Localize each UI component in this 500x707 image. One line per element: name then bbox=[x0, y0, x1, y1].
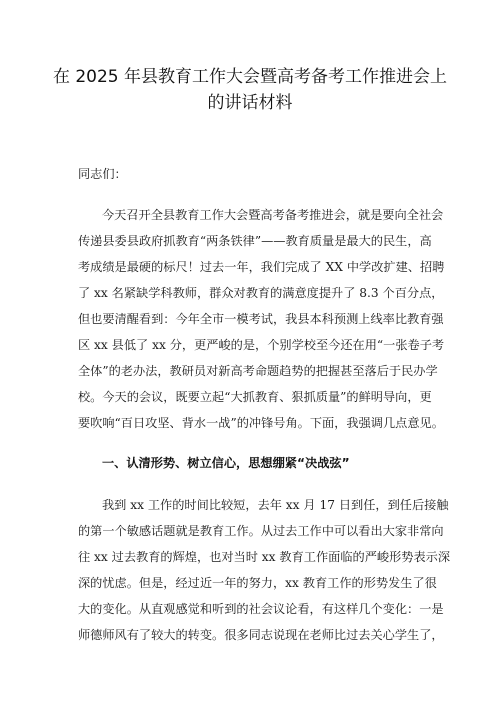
paragraph-line: 深的忧虑。但是，经过近一年的努力，xx 教育工作的形势发生了很 bbox=[78, 576, 437, 590]
paragraph-line: 全体”的老办法，教研员对新高考命题趋势的把握甚至落后于民办学 bbox=[78, 364, 438, 378]
paragraph-line: 校。今天的会议，既要立起“大抓教育、狠抓质量”的鲜明导向，更 bbox=[78, 390, 432, 404]
salutation: 同志们： bbox=[78, 167, 127, 181]
paragraph-line: 了 xx 名紧缺学科教师，群众对教育的满意度提升了 8.3 个百分点， bbox=[78, 286, 444, 300]
paragraph-line: 我到 xx 工作的时间比较短，去年 xx 月 17 日到任，到任后接触 bbox=[102, 498, 449, 512]
document-title-line-1: 在 2025 年县教育工作大会暨高考备考工作推进会上 bbox=[52, 67, 448, 87]
paragraph-line: 今天召开全县教育工作大会暨高考备考推进会，就是要向全社会 bbox=[102, 208, 444, 222]
paragraph-line: 区 xx 县低了 xx 分，更严峻的是，个别学校至今还在用“一张卷子考 bbox=[78, 338, 445, 352]
paragraph-line: 要吹响“百日攻坚、背水一战”的冲锋号角。下面，我强调几点意见。 bbox=[78, 416, 444, 430]
document-title-line-2: 的讲话材料 bbox=[207, 93, 293, 113]
section-heading-1: 一、认清形势、树立信心，思想绷紧“决战弦” bbox=[102, 456, 350, 470]
paragraph-line: 的第一个敏感话题就是教育工作。从过去工作中可以看出大家非常向 bbox=[78, 524, 444, 538]
paragraph-line: 考成绩是最硬的标尺！过去一年，我们完成了 XX 中学改扩建、招聘 bbox=[78, 260, 445, 274]
paragraph-line: 传递县委县政府抓教育“两条铁律”——教育质量是最大的民生，高 bbox=[78, 234, 432, 248]
paragraph-line: 往 xx 过去教育的辉煌，也对当时 xx 教育工作面临的严峻形势表示深 bbox=[78, 550, 451, 564]
paragraph-line: 师德师风有了较大的转变。很多同志说现在老师比过去关心学生了， bbox=[78, 628, 444, 642]
paragraph-line: 大的变化。从直观感觉和听到的社会议论看，有这样几个变化：一是 bbox=[78, 602, 444, 616]
paragraph-line: 但也要清醒看到：今年全市一模考试，我县本科预测上线率比教育强 bbox=[78, 312, 444, 326]
